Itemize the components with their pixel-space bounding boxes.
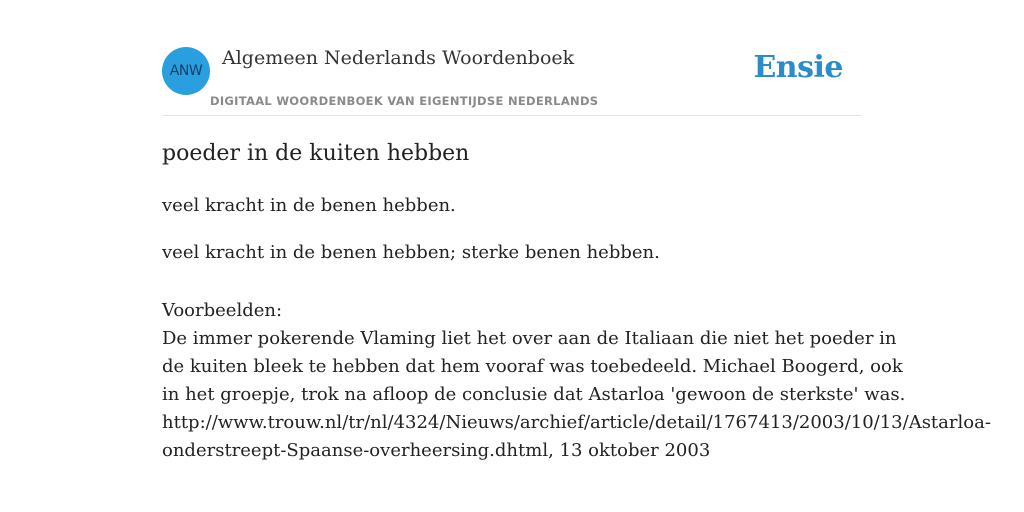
site-subtitle: DIGITAAL WOORDENBOEK VAN EIGENTIJDSE NEDERLANDS [210,94,599,108]
example-source-url: http://www.trouw.nl/tr/nl/4324/Nieuws/archief/article/detail/1767413/2003/10/13/Astarloa- [162,412,991,433]
anw-logo[interactable]: ANW [162,47,210,95]
entry-content [162,138,991,465]
site-title[interactable]: Algemeen Nederlands Woordenboek [222,47,575,69]
example-line: De immer pokerende Vlaming liet het over aan de Italiaan die niet het poeder in [162,328,897,349]
short-definition: veel kracht in de benen hebben. [162,195,456,216]
site-header [162,44,862,116]
example-source-date: onderstreept-Spaanse-overheersing.dhtml, 13 oktober 2003 [162,440,711,461]
ensie-logo[interactable]: Ensie [753,50,843,85]
examples-block [162,297,991,465]
entry-term: poeder in de kuiten hebben [162,141,470,166]
examples-heading: Voorbeelden: [162,300,283,321]
example-line: de kuiten bleek te hebben dat hem vooraf was toebedeeld. Michael Boogerd, ook [162,356,903,377]
example-line: in het groepje, trok na afloop de conclusie dat Astarloa 'gewoon de sterkste' was. [162,384,906,405]
long-definition: veel kracht in de benen hebben; sterke benen hebben. [162,242,660,263]
